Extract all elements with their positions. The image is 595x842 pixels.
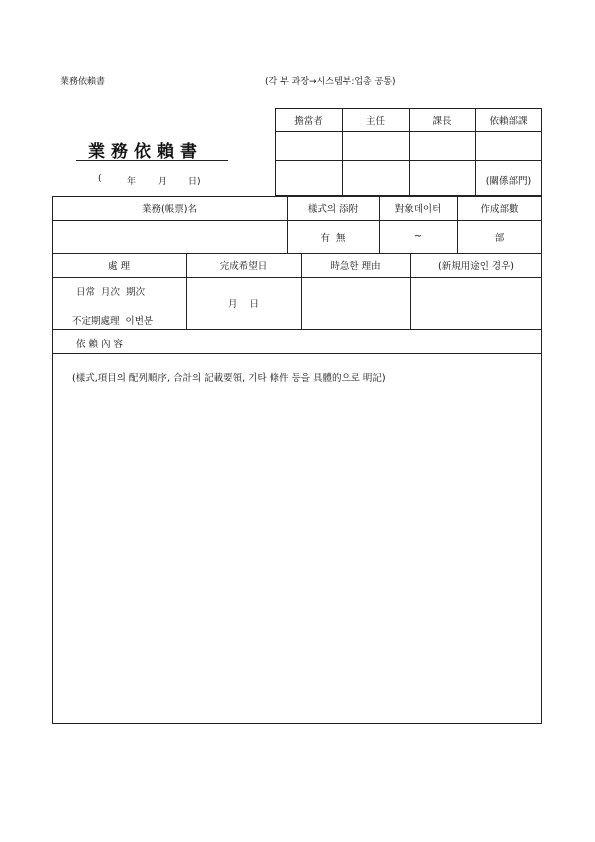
target-data-value[interactable]: ~ — [414, 231, 422, 242]
date-month: 月 — [158, 177, 168, 187]
urgent-reason-field[interactable] — [302, 278, 409, 328]
task-name-label: 業務(帳票)名 — [142, 204, 197, 215]
new-use-reason-field[interactable] — [411, 278, 541, 328]
approval-label-person: 擔當者 — [294, 115, 323, 127]
page-title: 業務依賴書 — [88, 142, 203, 162]
approval-label-requesting-dept: 依賴部課 — [489, 115, 528, 127]
task-name-field[interactable] — [53, 221, 286, 252]
distribution-note: (각 부 과장→시스템부:업총 공통) — [265, 77, 396, 87]
copies-value[interactable]: 部 — [494, 232, 505, 244]
row2-bottom-line — [52, 329, 542, 330]
request-content-area[interactable] — [53, 385, 541, 723]
copies-label: 作成部數 — [480, 204, 519, 215]
processing-label: 處 理 — [107, 261, 131, 272]
processing-options-line2[interactable]: 不定期處理 이번분 — [72, 316, 154, 327]
date-year: 年 — [127, 177, 137, 187]
target-data-label: 對象데이터 — [394, 204, 442, 215]
title-underline — [76, 160, 228, 161]
content-header-line — [52, 353, 542, 354]
approval-label-chief: 主任 — [365, 115, 385, 127]
form-attached-value[interactable]: 有 無 — [320, 232, 346, 244]
processing-options-line1[interactable]: 日常 月次 期次 — [76, 287, 146, 298]
request-content-label: 依 賴 內 容 — [76, 339, 124, 350]
approval-label-manager: 課長 — [432, 115, 452, 127]
desired-date-label: 完成希望日 — [219, 261, 268, 272]
request-content-instruction: (樣式,項目의 配列順序, 合計의 記載要領, 기타 條件 등을 具體的으로 明記) — [72, 373, 386, 384]
date-day: 日) — [188, 177, 201, 187]
approval-label-related-dept: (關係部門) — [485, 176, 532, 187]
urgent-reason-label: 時急한 理由 — [330, 261, 381, 272]
new-use-reason-label: (新規用途인 경우) — [438, 261, 514, 272]
document-code: 業務依賴書 — [60, 77, 106, 87]
date-open-paren: ( — [98, 174, 102, 184]
form-attached-label: 樣式의 添附 — [307, 204, 359, 215]
desired-date-value[interactable]: 月 日 — [227, 299, 260, 310]
